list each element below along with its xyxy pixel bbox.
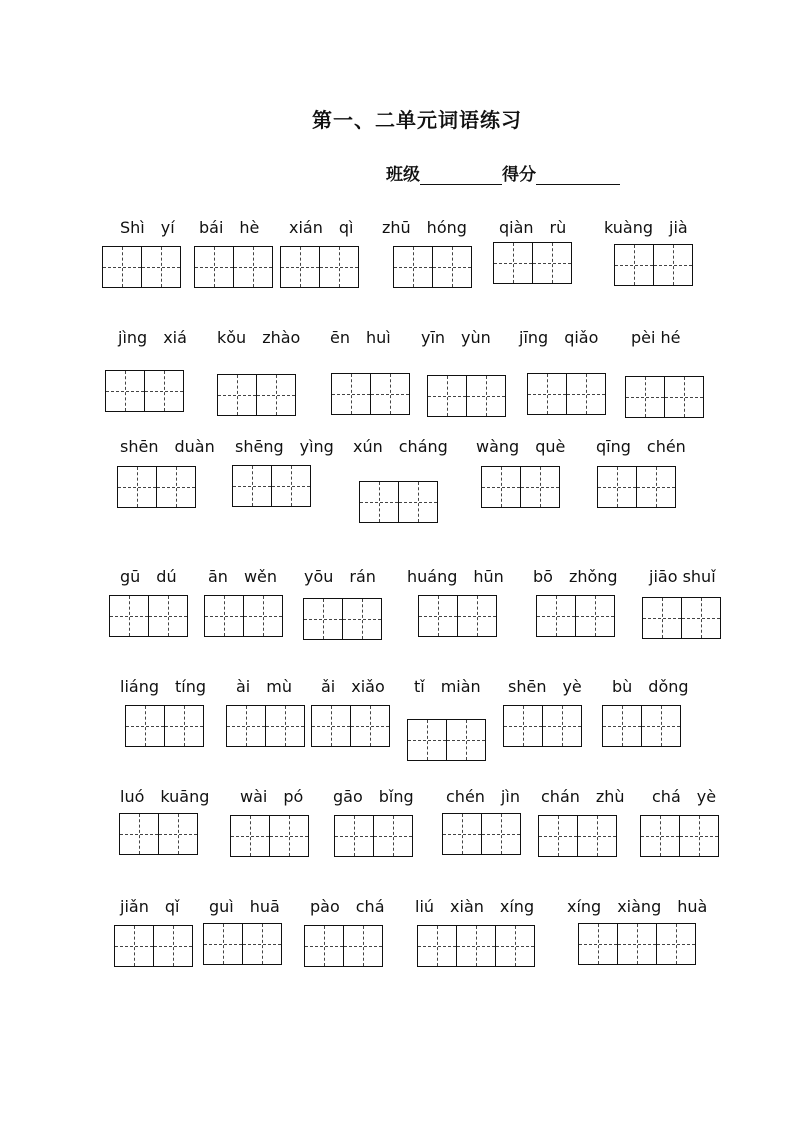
tianzige-cell[interactable] bbox=[602, 705, 642, 747]
tianzige-cell[interactable] bbox=[158, 813, 198, 855]
pinyin-label: shēn duàn bbox=[120, 437, 215, 456]
tianzige-cell[interactable] bbox=[407, 719, 447, 761]
tianzige-cell[interactable] bbox=[217, 374, 257, 416]
pinyin-label: yōu rán bbox=[304, 567, 376, 586]
tianzige-cell[interactable] bbox=[520, 466, 560, 508]
pinyin-label: wàng què bbox=[476, 437, 566, 456]
pinyin-label: luó kuāng bbox=[120, 787, 210, 806]
tianzige-cell[interactable] bbox=[233, 246, 273, 288]
tianzige-cell[interactable] bbox=[303, 598, 343, 640]
tianzige-cell[interactable] bbox=[625, 376, 665, 418]
character-grid bbox=[226, 705, 305, 747]
pinyin-label: qiàn rù bbox=[499, 218, 567, 237]
character-grid bbox=[640, 815, 719, 857]
character-grid bbox=[614, 244, 693, 286]
tianzige-cell[interactable] bbox=[527, 373, 567, 415]
character-grid bbox=[311, 705, 390, 747]
character-grid bbox=[602, 705, 681, 747]
pinyin-label: shēng yìng bbox=[235, 437, 334, 456]
class-score-line bbox=[386, 160, 620, 185]
tianzige-cell[interactable] bbox=[156, 466, 196, 508]
tianzige-cell[interactable] bbox=[342, 598, 382, 640]
pinyin-label: huáng hūn bbox=[407, 567, 504, 586]
pinyin-label: ǎi xiǎo bbox=[321, 677, 385, 696]
tianzige-cell[interactable] bbox=[640, 815, 680, 857]
character-grid bbox=[393, 246, 472, 288]
tianzige-cell[interactable] bbox=[656, 923, 696, 965]
tianzige-cell[interactable] bbox=[495, 925, 535, 967]
tianzige-cell[interactable] bbox=[232, 465, 272, 507]
character-grid bbox=[503, 705, 582, 747]
pinyin-label: gū dú bbox=[120, 567, 177, 586]
tianzige-cell[interactable] bbox=[105, 370, 145, 412]
character-grid bbox=[109, 595, 188, 637]
character-grid bbox=[527, 373, 606, 415]
tianzige-cell[interactable] bbox=[164, 705, 204, 747]
character-grid bbox=[105, 370, 184, 412]
pinyin-label: ēn huì bbox=[330, 328, 391, 347]
pinyin-label: bái hè bbox=[199, 218, 260, 237]
character-grid bbox=[119, 813, 198, 855]
tianzige-cell[interactable] bbox=[242, 923, 282, 965]
pinyin-label: ài mù bbox=[236, 677, 292, 696]
tianzige-cell[interactable] bbox=[311, 705, 351, 747]
worksheet-title: 第一、二单元词语练习 bbox=[312, 108, 522, 132]
tianzige-cell[interactable] bbox=[148, 595, 188, 637]
pinyin-label: jìng xiá bbox=[118, 328, 187, 347]
tianzige-cell[interactable] bbox=[203, 923, 243, 965]
tianzige-cell[interactable] bbox=[102, 246, 142, 288]
pinyin-label: chén jìn bbox=[446, 787, 520, 806]
tianzige-cell[interactable] bbox=[280, 246, 320, 288]
pinyin-label: qīng chén bbox=[596, 437, 686, 456]
character-grid bbox=[203, 923, 282, 965]
pinyin-label: zhū hóng bbox=[382, 218, 467, 237]
tianzige-cell[interactable] bbox=[417, 925, 457, 967]
tianzige-cell[interactable] bbox=[194, 246, 234, 288]
tianzige-cell[interactable] bbox=[114, 925, 154, 967]
character-grid bbox=[102, 246, 181, 288]
tianzige-cell[interactable] bbox=[481, 813, 521, 855]
tianzige-cell[interactable] bbox=[359, 481, 399, 523]
pinyin-label: kuàng jià bbox=[604, 218, 688, 237]
tianzige-cell[interactable] bbox=[117, 466, 157, 508]
pinyin-label: jiǎn qǐ bbox=[120, 897, 180, 916]
pinyin-label: jiāo shuǐ bbox=[649, 567, 716, 586]
pinyin-label: tǐ miàn bbox=[414, 677, 481, 696]
tianzige-cell[interactable] bbox=[575, 595, 615, 637]
tianzige-cell[interactable] bbox=[331, 373, 371, 415]
tianzige-cell[interactable] bbox=[432, 246, 472, 288]
tianzige-cell[interactable] bbox=[319, 246, 359, 288]
tianzige-cell[interactable] bbox=[153, 925, 193, 967]
tianzige-cell[interactable] bbox=[334, 815, 374, 857]
tianzige-cell[interactable] bbox=[144, 370, 184, 412]
tianzige-cell[interactable] bbox=[481, 466, 521, 508]
character-grid bbox=[359, 481, 438, 523]
tianzige-cell[interactable] bbox=[370, 373, 410, 415]
tianzige-cell[interactable] bbox=[343, 925, 383, 967]
tianzige-cell[interactable] bbox=[243, 595, 283, 637]
character-grid bbox=[578, 923, 696, 965]
character-grid bbox=[204, 595, 283, 637]
character-grid bbox=[230, 815, 309, 857]
tianzige-cell[interactable] bbox=[577, 815, 617, 857]
pinyin-label: pào chá bbox=[310, 897, 385, 916]
character-grid bbox=[418, 595, 497, 637]
pinyin-label: chá yè bbox=[652, 787, 717, 806]
tianzige-cell[interactable] bbox=[457, 595, 497, 637]
score-label: 得分 bbox=[502, 165, 536, 185]
tianzige-cell[interactable] bbox=[204, 595, 244, 637]
tianzige-cell[interactable] bbox=[536, 595, 576, 637]
pinyin-label: liáng tíng bbox=[120, 677, 207, 696]
character-grid bbox=[642, 597, 721, 639]
tianzige-cell[interactable] bbox=[636, 466, 676, 508]
character-grid bbox=[125, 705, 204, 747]
tianzige-cell[interactable] bbox=[393, 246, 433, 288]
tianzige-cell[interactable] bbox=[614, 244, 654, 286]
tianzige-cell[interactable] bbox=[566, 373, 606, 415]
pinyin-label: gāo bǐng bbox=[333, 787, 414, 806]
pinyin-label: bù dǒng bbox=[612, 677, 689, 696]
pinyin-label: liú xiàn xíng bbox=[415, 897, 535, 916]
tianzige-cell[interactable] bbox=[141, 246, 181, 288]
tianzige-cell[interactable] bbox=[373, 815, 413, 857]
pinyin-label: guì huā bbox=[209, 897, 280, 916]
tianzige-cell[interactable] bbox=[269, 815, 309, 857]
pinyin-label: Shì yí bbox=[120, 218, 175, 237]
tianzige-cell[interactable] bbox=[679, 815, 719, 857]
tianzige-cell[interactable] bbox=[271, 465, 311, 507]
character-grid bbox=[217, 374, 296, 416]
tianzige-cell[interactable] bbox=[456, 925, 496, 967]
character-grid bbox=[597, 466, 676, 508]
tianzige-cell[interactable] bbox=[503, 705, 543, 747]
pinyin-label: xián qì bbox=[289, 218, 354, 237]
character-grid bbox=[232, 465, 311, 507]
tianzige-cell[interactable] bbox=[304, 925, 344, 967]
class-blank[interactable] bbox=[420, 164, 502, 185]
pinyin-label: yīn yùn bbox=[421, 328, 491, 347]
character-grid bbox=[114, 925, 193, 967]
tianzige-cell[interactable] bbox=[119, 813, 159, 855]
pinyin-label: kǒu zhào bbox=[217, 328, 301, 347]
pinyin-label: wài pó bbox=[240, 787, 304, 806]
character-grid bbox=[427, 375, 506, 417]
pinyin-label: ān wěn bbox=[208, 567, 278, 586]
tianzige-cell[interactable] bbox=[542, 705, 582, 747]
tianzige-cell[interactable] bbox=[398, 481, 438, 523]
tianzige-cell[interactable] bbox=[427, 375, 467, 417]
score-blank[interactable] bbox=[536, 164, 620, 185]
pinyin-label: xíng xiàng huà bbox=[567, 897, 708, 916]
pinyin-label: pèi hé bbox=[631, 328, 681, 347]
character-grid bbox=[536, 595, 615, 637]
tianzige-cell[interactable] bbox=[256, 374, 296, 416]
pinyin-label: xún cháng bbox=[353, 437, 448, 456]
pinyin-label: jīng qiǎo bbox=[519, 328, 599, 347]
character-grid bbox=[417, 925, 535, 967]
character-grid bbox=[538, 815, 617, 857]
tianzige-cell[interactable] bbox=[532, 242, 572, 284]
tianzige-cell[interactable] bbox=[442, 813, 482, 855]
tianzige-cell[interactable] bbox=[641, 705, 681, 747]
tianzige-cell[interactable] bbox=[681, 597, 721, 639]
class-label: 班级 bbox=[386, 165, 420, 185]
character-grid bbox=[625, 376, 704, 418]
character-grid bbox=[334, 815, 413, 857]
character-grid bbox=[194, 246, 273, 288]
tianzige-cell[interactable] bbox=[226, 705, 266, 747]
tianzige-cell[interactable] bbox=[350, 705, 390, 747]
pinyin-label: chán zhù bbox=[541, 787, 625, 806]
tianzige-cell[interactable] bbox=[597, 466, 637, 508]
tianzige-cell[interactable] bbox=[446, 719, 486, 761]
character-grid bbox=[331, 373, 410, 415]
tianzige-cell[interactable] bbox=[578, 923, 618, 965]
character-grid bbox=[481, 466, 560, 508]
pinyin-label: bō zhǒng bbox=[533, 567, 618, 586]
character-grid bbox=[304, 925, 383, 967]
tianzige-cell[interactable] bbox=[538, 815, 578, 857]
character-grid bbox=[280, 246, 359, 288]
tianzige-cell[interactable] bbox=[653, 244, 693, 286]
pinyin-label: shēn yè bbox=[508, 677, 582, 696]
character-grid bbox=[303, 598, 382, 640]
tianzige-cell[interactable] bbox=[617, 923, 657, 965]
character-grid bbox=[493, 242, 572, 284]
tianzige-cell[interactable] bbox=[642, 597, 682, 639]
character-grid bbox=[407, 719, 486, 761]
tianzige-cell[interactable] bbox=[265, 705, 305, 747]
tianzige-cell[interactable] bbox=[109, 595, 149, 637]
tianzige-cell[interactable] bbox=[466, 375, 506, 417]
tianzige-cell[interactable] bbox=[418, 595, 458, 637]
tianzige-cell[interactable] bbox=[493, 242, 533, 284]
tianzige-cell[interactable] bbox=[230, 815, 270, 857]
tianzige-cell[interactable] bbox=[664, 376, 704, 418]
character-grid bbox=[442, 813, 521, 855]
character-grid bbox=[117, 466, 196, 508]
tianzige-cell[interactable] bbox=[125, 705, 165, 747]
